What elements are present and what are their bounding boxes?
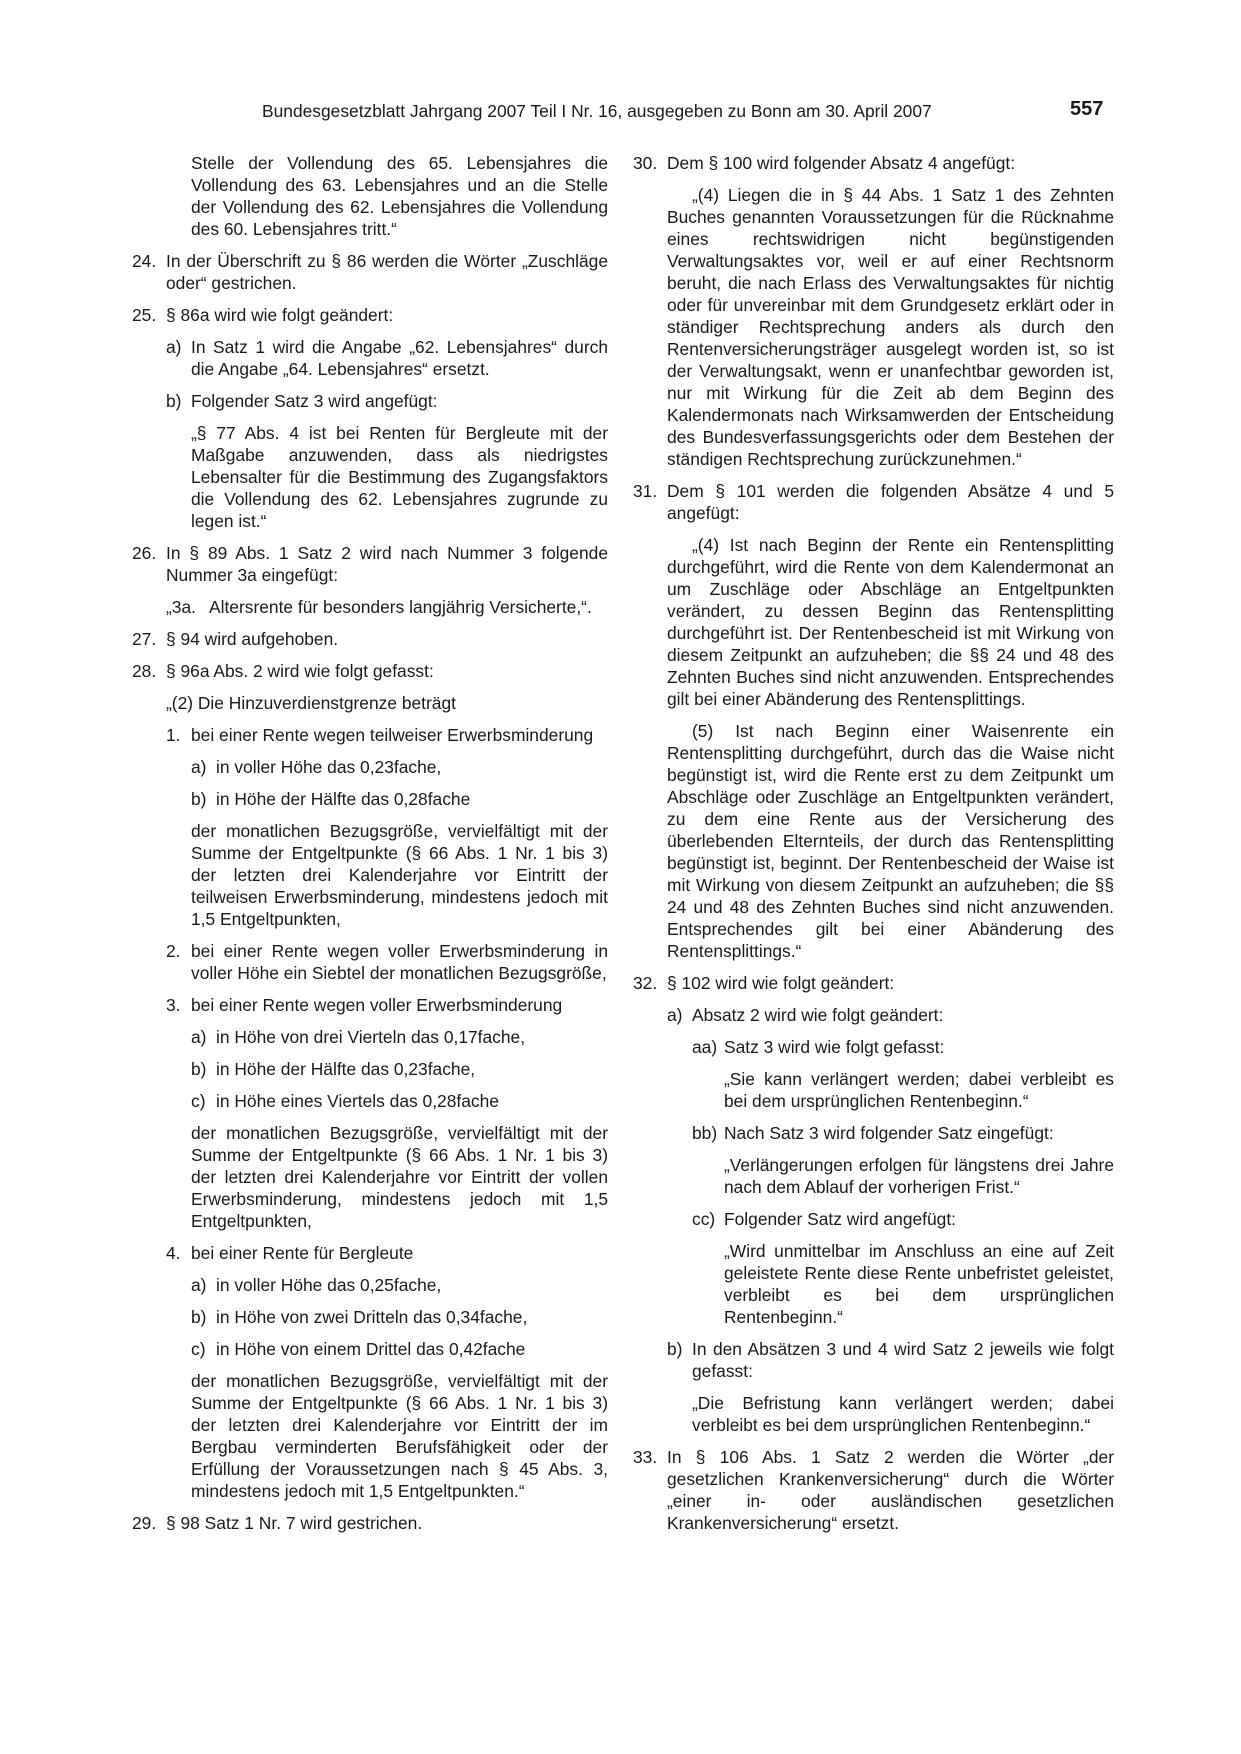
sub-label: b) [191,1059,207,1079]
item-30 [633,152,1114,174]
sub-label: c) [191,1339,206,1359]
item-32-a-cc-quote: „Wird unmittelbar im Anschluss an eine auf Zeit geleistete Rente diese Rente unbefristet geleistet, verbleibt es bei dem ursprünglichen Rentenbeginn.“ [724,1241,1114,1327]
item-28-point-4-tail: der monatlichen Bezugsgröße, vervielfältigt mit der Summe der Entgeltpunkte (§ 66 Abs. 1 Nr. 1 bis 3) der letzten drei Kalenderjahre vor Eintritt der im Bergbau verminderten Berufsfähigkeit oder der Erfüllung der Voraussetzungen nach § 45 Abs. 3, mindestens jedoch mit 1,5 Entgeltpunkten.“ [191,1371,608,1501]
item-number: 30. [633,153,658,173]
item-number: 26. [132,543,157,563]
left-column [132,152,608,1544]
item-32-a-aa-quote: „Sie kann verlängert werden; dabei verbleibt es bei dem ursprünglichen Rentenbeginn.“ [724,1069,1114,1111]
item-28-point-3-c [191,1090,608,1112]
item-28-point-4-b [191,1306,608,1328]
sub-text: in Höhe von einem Drittel das 0,42fache [216,1339,526,1359]
item-28-point-4 [166,1242,608,1264]
item-28-quote-intro: „(2) Die Hinzuverdienstgrenze beträgt [166,693,456,713]
sub-label: bb) [692,1123,718,1143]
sub-label: a) [166,337,182,357]
item-25-a [166,336,608,380]
right-column [633,152,1114,1544]
item-25-b-quote: „§ 77 Abs. 4 ist bei Renten für Bergleute mit der Maßgabe anzuwenden, dass als niedrigstes Lebensalter für die Bestimmung des Zugangsfaktors die Vollendung des 62. Lebensjahres zugrunde zu legen ist.“ [191,423,608,531]
sub-text: Nach Satz 3 wird folgender Satz eingefügt: [724,1123,1054,1143]
item-31 [633,480,1114,524]
item-text: § 96a Abs. 2 wird wie folgt gefasst: [166,661,434,681]
item-28-point-4-c [191,1338,608,1360]
item-27 [132,628,608,650]
item-31-quote-abs4: „(4) Ist nach Beginn der Rente ein Rentensplitting durchgeführt, wird die Rente von dem Kalendermonat an um Zuschläge oder Abschläge an Entgeltpunkten verändert, zu dessen Beginn das Rentensplitting durchgeführt ist. Der Rentenbescheid ist mit Wirkung von diesem Zeitpunkt an aufzuheben; die §§ 24 und 48 des Zehnten Buches sind nicht anzuwenden. Entsprechendes gilt bei einer Abänderung des Rentensplittings. [667,535,1114,709]
item-28-point-3-b [191,1058,608,1080]
sub-label: b) [166,391,182,411]
item-28-point-3-tail: der monatlichen Bezugsgröße, vervielfältigt mit der Summe der Entgeltpunkte (§ 66 Abs. 1 Nr. 1 bis 3) der letzten drei Kalenderjahre vor Eintritt der vollen Erwerbsminderung, mindestens jedoch mit 1,5 Entgeltpunkten, [191,1123,608,1231]
item-33 [633,1446,1114,1534]
item-28-point-3-a [191,1026,608,1048]
sub-text: in Höhe der Hälfte das 0,28fache [216,789,471,809]
sub-text: In den Absätzen 3 und 4 wird Satz 2 jeweils wie folgt gefasst: [692,1339,1114,1381]
point-label: 3. [166,995,181,1015]
item-32-b-quote: „Die Befristung kann verlängert werden; dabei verbleibt es bei dem ursprünglichen Rentenbeginn.“ [692,1393,1114,1435]
sub-text: Absatz 2 wird wie folgt geändert: [692,1005,944,1025]
sub-text: in Höhe der Hälfte das 0,23fache, [216,1059,476,1079]
sub-label: b) [191,789,207,809]
item-32-a-bb [692,1122,1114,1144]
item-32 [633,972,1114,994]
running-header: Bundesgesetzblatt Jahrgang 2007 Teil I Nr. 16, ausgegeben zu Bonn am 30. April 2007 [262,101,932,121]
sub-text: in Höhe von zwei Dritteln das 0,34fache, [216,1307,528,1327]
item-text: § 86a wird wie folgt geändert: [166,305,394,325]
item-30-quote: „(4) Liegen die in § 44 Abs. 1 Satz 1 des Zehnten Buches genannten Voraussetzungen für die Rücknahme eines rechtswidrigen nicht begünstigenden Verwaltungsaktes vor, weil er auf einer Rechtsnorm beruht, die nach Erlass des Verwaltungsaktes für nichtig oder für unvereinbar mit dem Grundgesetz erklärt oder in ständiger Rechtsprechung anders als durch den Rentenversicherungsträger ausgelegt worden ist, so ist der Verwaltungsakt, wenn er unanfechtbar geworden ist, nur mit Wirkung für die Zeit ab dem Beginn des Kalendermonats nach Wirksamwerden der Entscheidung des Bundesverfassungsgerichts oder dem Bestehen der ständigen Rechtsprechung zurückzunehmen.“ [667,185,1114,469]
item-number: 33. [633,1447,658,1467]
item-28-point-2 [166,940,608,984]
point-text: bei einer Rente wegen teilweiser Erwerbsminderung [191,725,594,745]
item-24 [132,250,608,294]
item-text: § 98 Satz 1 Nr. 7 wird gestrichen. [166,1513,423,1533]
sub-label: b) [667,1339,683,1359]
point-label: 1. [166,725,181,745]
point-label: 2. [166,941,181,961]
sub-text: in voller Höhe das 0,23fache, [216,757,442,777]
item-32-b [667,1338,1114,1382]
sub-label: cc) [692,1209,716,1229]
item-text: § 94 wird aufgehoben. [166,629,339,649]
item-text: In § 89 Abs. 1 Satz 2 wird nach Nummer 3 folgende Nummer 3a eingefügt: [166,543,608,585]
item-text: Dem § 101 werden die folgenden Absätze 4 und 5 angefügt: [667,481,1114,523]
sub-text: Satz 3 wird wie folgt gefasst: [724,1037,945,1057]
item-26 [132,542,608,586]
point-text: bei einer Rente wegen voller Erwerbsminderung in voller Höhe ein Siebtel der monatlichen Bezugsgröße, [191,941,608,983]
item-number: 24. [132,251,157,271]
item-32-a-bb-quote: „Verlängerungen erfolgen für längstens drei Jahre nach dem Ablauf der vorherigen Frist.“ [724,1155,1114,1197]
item-32-a-aa [692,1036,1114,1058]
sub-text: in Höhe eines Viertels das 0,28fache [216,1091,499,1111]
item-number: 31. [633,481,658,501]
item-28 [132,660,608,682]
item-28-point-3 [166,994,608,1016]
sub-label: a) [191,1027,207,1047]
page-number: 557 [1070,98,1104,120]
item-32-a [667,1004,1114,1026]
sub-text: in voller Höhe das 0,25fache, [216,1275,442,1295]
item-number: 29. [132,1513,157,1533]
item-number: 28. [132,661,157,681]
sub-label: a) [191,757,207,777]
item-text: In § 106 Abs. 1 Satz 2 werden die Wörter „der gesetzlichen Krankenversicherung“ durch die Wörter „einer in- oder ausländischen gesetzlichen Krankenversicherung“ ersetzt. [667,1447,1114,1533]
item-29 [132,1512,608,1534]
item-31-quote-abs5: (5) Ist nach Beginn einer Waisenrente ein Rentensplitting durchgeführt, durch das die Waise nicht begünstigt ist, wird die Rente erst zu dem Zeitpunkt um Abschläge oder Zuschläge an Entgeltpunkten verändert, zu dem eine Rente aus der Versicherung des überlebenden Elternteils, der durch das Rentensplitting begünstigt ist, beginnt. Der Rentenbescheid der Waise ist mit Wirkung von diesem Zeitpunkt an aufzuheben; die §§ 24 und 48 des Zehnten Buches sind nicht anzuwenden. Entsprechendes gilt bei einer Abänderung des Rentensplittings.“ [667,721,1114,961]
item-28-point-1-a [191,756,608,778]
point-label: 4. [166,1243,181,1263]
sub-text: In Satz 1 wird die Angabe „62. Lebensjahres“ durch die Angabe „64. Lebensjahres“ ersetzt. [191,337,608,379]
item-number: 32. [633,973,658,993]
item-28-point-1 [166,724,608,746]
point-text: bei einer Rente für Bergleute [191,1243,414,1263]
quote-label: „3a. [166,597,196,617]
sub-label: c) [191,1091,206,1111]
continued-text: Stelle der Vollendung des 65. Lebensjahres die Vollendung des 63. Lebensjahres und an die Stelle der Vollendung des 62. Lebensjahres die Vollendung des 60. Lebensjahres tritt.“ [191,153,608,239]
sub-text: Folgender Satz 3 wird angefügt: [191,391,438,411]
item-26-quote [166,596,608,618]
item-28-point-4-a [191,1274,608,1296]
sub-label: b) [191,1307,207,1327]
sub-label: aa) [692,1037,718,1057]
sub-text: in Höhe von drei Vierteln das 0,17fache, [216,1027,526,1047]
item-28-point-1-b [191,788,608,810]
item-number: 27. [132,629,157,649]
sub-text: Folgender Satz wird angefügt: [724,1209,957,1229]
sub-label: a) [667,1005,683,1025]
item-text: Dem § 100 wird folgender Absatz 4 angefügt: [667,153,1016,173]
item-28-point-1-tail: der monatlichen Bezugsgröße, vervielfältigt mit der Summe der Entgeltpunkte (§ 66 Abs. 1 Nr. 1 bis 3) der letzten drei Kalenderjahre vor Eintritt der teilweisen Erwerbsminderung, mindestens jedoch mit 1,5 Entgeltpunkten, [191,821,608,929]
item-25-b [166,390,608,412]
point-text: bei einer Rente wegen voller Erwerbsminderung [191,995,563,1015]
item-number: 25. [132,305,157,325]
item-text: § 102 wird wie folgt geändert: [667,973,895,993]
item-text: In der Überschrift zu § 86 werden die Wörter „Zuschläge oder“ gestrichen. [166,251,608,293]
item-32-a-cc [692,1208,1114,1230]
sub-label: a) [191,1275,207,1295]
quote-text: Altersrente für besonders langjährig Versicherte,“. [209,597,592,617]
item-25 [132,304,608,326]
